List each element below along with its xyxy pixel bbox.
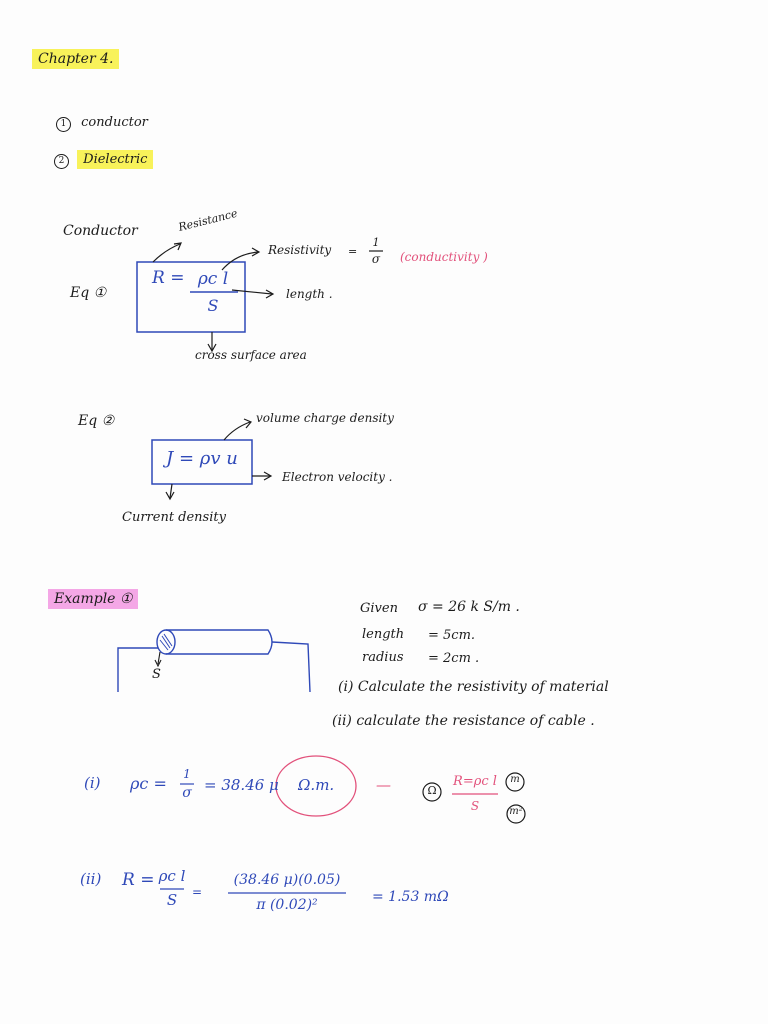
topic-marker: 2 bbox=[54, 154, 69, 169]
arrow-resistance bbox=[153, 244, 180, 262]
length-given-label: length bbox=[362, 627, 405, 642]
resistance-label: Resistance bbox=[177, 206, 239, 234]
solution-ii-denominator: π (0.02)² bbox=[256, 897, 318, 913]
solution-i-frac-den: σ bbox=[182, 785, 192, 801]
solution-ii-numerator: (38.46 μ)(0.05) bbox=[233, 872, 341, 888]
radius-given-value: = 2cm . bbox=[428, 651, 480, 666]
solution-i-dash: — bbox=[376, 776, 391, 794]
side-m2: m² bbox=[509, 806, 523, 817]
eq1-R: R = bbox=[152, 268, 185, 288]
eq2-label: Eq ② bbox=[78, 413, 115, 429]
side-formula-num: R=ρc l bbox=[453, 774, 497, 789]
given-value: σ = 26 k S/m . bbox=[418, 599, 520, 615]
topic-marker: 1 bbox=[56, 117, 71, 132]
cylinder-body bbox=[166, 630, 272, 654]
wire-right bbox=[272, 642, 310, 692]
eq1-denominator: S bbox=[207, 296, 219, 315]
volume-charge-label: volume charge density bbox=[256, 411, 394, 425]
eq1-numerator: ρc l bbox=[197, 269, 229, 289]
solution-ii-label: (ii) bbox=[80, 870, 102, 888]
side-omega: Ω bbox=[427, 784, 437, 797]
conductivity-note: (conductivity ) bbox=[400, 250, 488, 264]
topic-dielectric: 2 Dielectric bbox=[54, 153, 153, 169]
current-density-label: Current density bbox=[122, 510, 226, 525]
resistivity-eq: = bbox=[348, 245, 358, 258]
resistivity-label: Resistivity bbox=[268, 243, 332, 257]
s-label: S bbox=[152, 667, 161, 682]
solution-i-frac-num: 1 bbox=[183, 767, 191, 781]
solution-ii-eq: = bbox=[192, 885, 203, 899]
solution-i-lhs: ρc = bbox=[130, 774, 167, 793]
area-label: cross surface area bbox=[195, 348, 307, 362]
solution-ii-frac-den: S bbox=[166, 891, 178, 909]
solution-i-result: = 38.46 μ bbox=[204, 776, 279, 794]
eq1-label: Eq ① bbox=[70, 285, 107, 301]
solution-ii-frac-num: ρc l bbox=[158, 867, 186, 885]
solution-i-unit: Ω.m. bbox=[298, 776, 335, 794]
conductor-heading: Conductor bbox=[63, 223, 138, 239]
solution-ii-result: = 1.53 mΩ bbox=[372, 889, 449, 905]
question-1: (i) Calculate the resistivity of material bbox=[338, 679, 609, 695]
length-given-value: = 5cm. bbox=[428, 628, 476, 643]
length-label: length . bbox=[286, 287, 333, 301]
side-m: m bbox=[510, 774, 520, 785]
solution-ii-R: R = bbox=[122, 870, 155, 890]
radius-given-label: radius bbox=[362, 650, 404, 665]
arrow-resistivity bbox=[222, 252, 258, 270]
eq2-formula: J = ρv u bbox=[166, 448, 238, 469]
given-label: Given bbox=[360, 601, 398, 616]
topic-conductor: 1 conductor bbox=[56, 116, 148, 132]
side-formula-den: S bbox=[470, 799, 480, 813]
resistivity-frac-den: σ bbox=[371, 252, 381, 266]
example-title: Example ① bbox=[48, 592, 138, 606]
resistivity-frac-num: 1 bbox=[372, 236, 380, 249]
electron-velocity-label: Electron velocity . bbox=[282, 470, 393, 484]
question-2: (ii) calculate the resistance of cable . bbox=[332, 713, 595, 729]
chapter-title: Chapter 4. bbox=[32, 52, 119, 66]
solution-i-label: (i) bbox=[84, 774, 101, 792]
